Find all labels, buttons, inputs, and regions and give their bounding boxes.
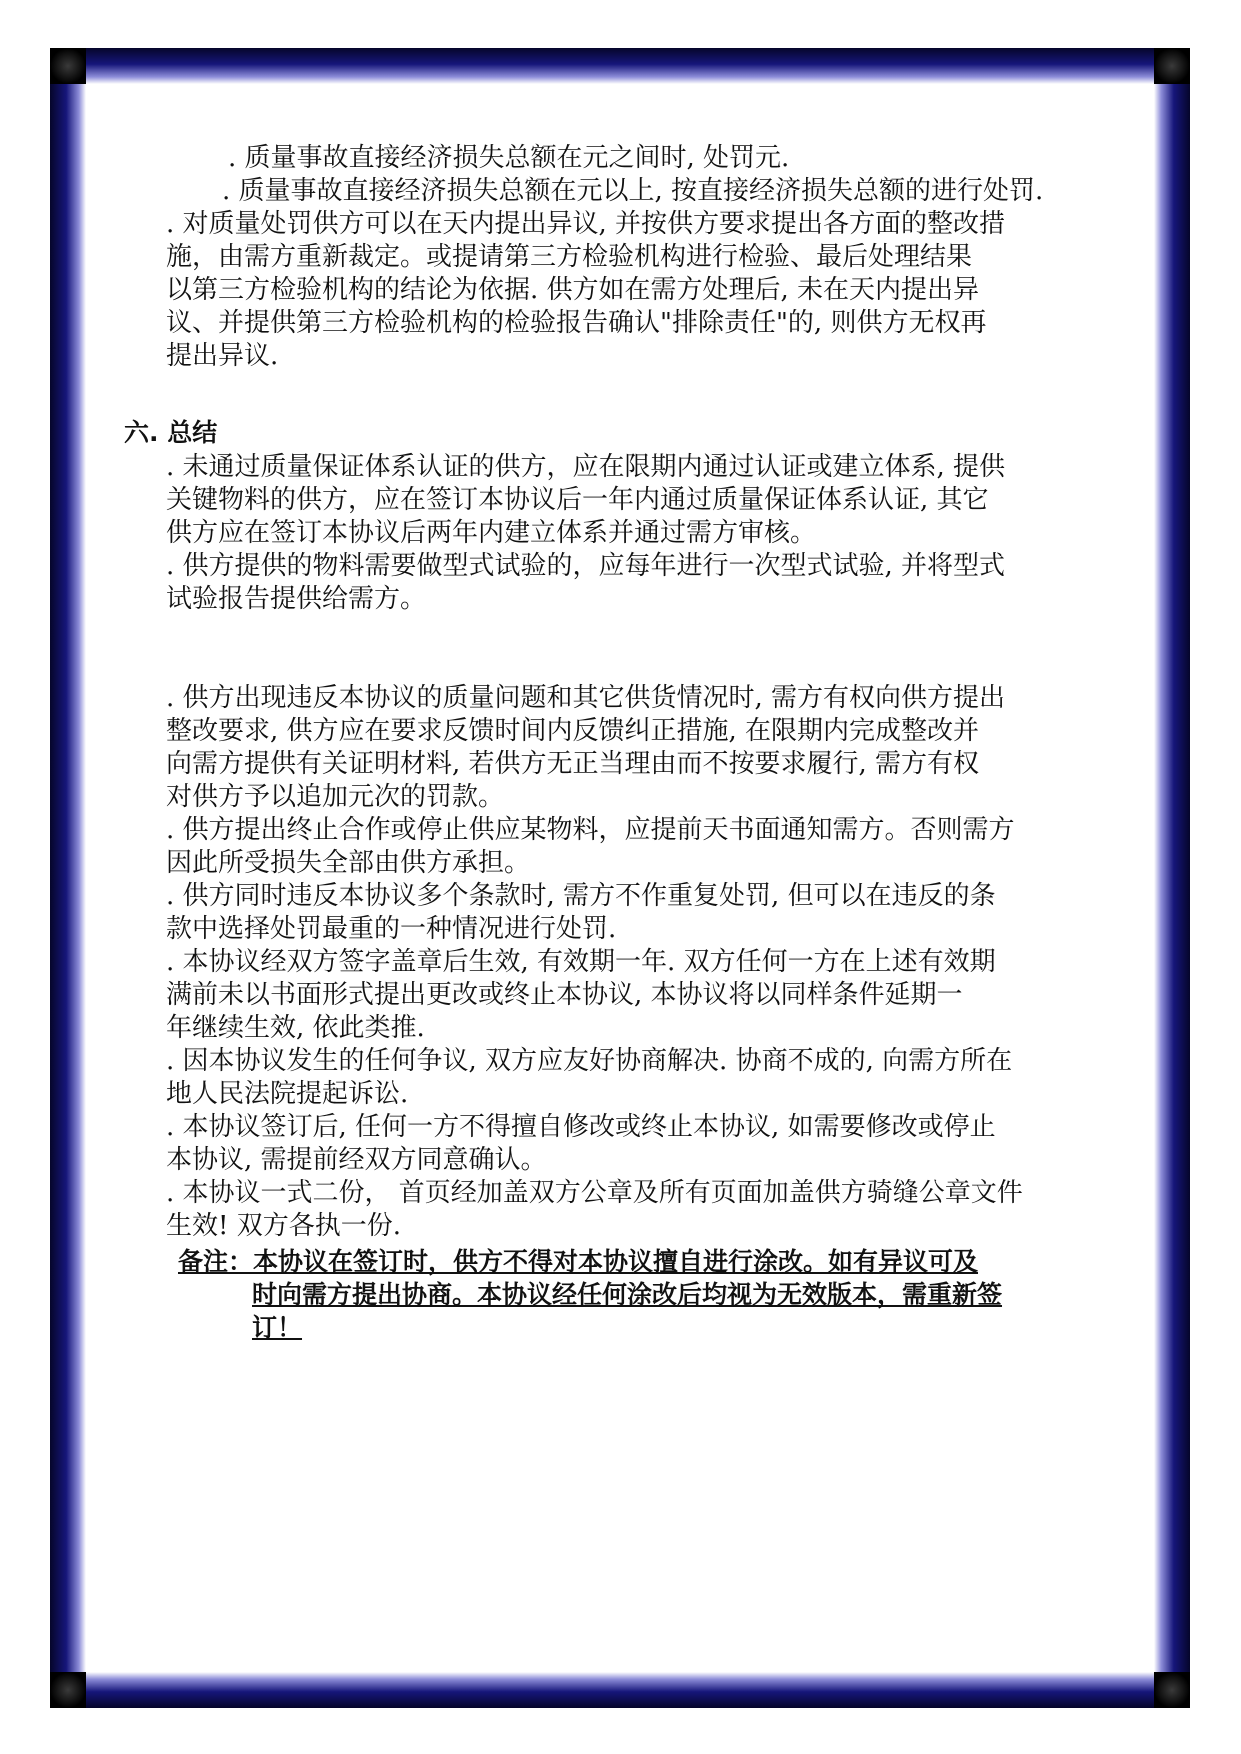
clause-line: . 本协议一式二份， 首页经加盖双方公章及所有页面加盖供方骑缝公章文件	[166, 1178, 1023, 1208]
clause-validity	[124, 946, 1124, 1045]
clause-multiple-violations	[124, 880, 1124, 946]
clause-line: . 供方提出终止合作或停止供应某物料，应提前天书面通知需方。否则需方	[166, 815, 1015, 845]
penalty-line-a: . 质量事故直接经济损失总额在元之间时, 处罚元.	[228, 143, 790, 173]
clause-line: 本协议, 需提前经双方同意确认。	[166, 1145, 547, 1175]
clause-line: . 供方同时违反本协议多个条款时, 需方不作重复处罚, 但可以在违反的条	[166, 881, 996, 911]
remark-line: 时向需方提出协商。本协议经任何涂改后均视为无效版本，需重新签	[252, 1280, 1003, 1309]
clause-line: 关键物料的供方，应在签订本协议后一年内通过质量保证体系认证, 其它	[166, 485, 989, 515]
clause-rectification	[124, 682, 1124, 814]
clause-certification	[124, 451, 1124, 550]
clause-line: 年继续生效, 依此类推.	[166, 1013, 425, 1043]
remark-line: 备注：本协议在签订时，供方不得对本协议擅自进行涂改。如有异议可及	[178, 1247, 979, 1276]
clause-line: 因此所受损失全部由供方承担。	[166, 848, 531, 878]
clause-line: 向需方提供有关证明材料, 若供方无正当理由而不按要求履行, 需方有权	[166, 749, 980, 779]
clause-line: 生效! 双方各执一份.	[166, 1211, 401, 1241]
spacer	[124, 616, 1124, 682]
clause-line: 供方应在签订本协议后两年内建立体系并通过需方审核。	[166, 518, 817, 548]
clause-line: . 供方提供的物料需要做型式试验的，应每年进行一次型式试验, 并将型式	[166, 551, 1006, 581]
page-frame-right	[1154, 48, 1190, 1708]
clause-copies	[124, 1177, 1124, 1243]
clause-line: 施，由需方重新裁定。或提请第三方检验机构进行检验、最后处理结果	[166, 242, 973, 272]
section-heading: 六. 总结	[124, 418, 218, 447]
frame-corner-top-left	[50, 48, 86, 84]
objection-clause	[124, 208, 1124, 373]
clause-line: 对供方予以追加元次的罚款。	[166, 782, 505, 812]
clause-type-test	[124, 550, 1124, 616]
clause-line: 提出异议.	[166, 341, 279, 371]
clause-termination-notice	[124, 814, 1124, 880]
clause-line: 地人民法院提起诉讼.	[166, 1079, 409, 1109]
clause-line: 整改要求, 供方应在要求反馈时间内反馈纠正措施, 在限期内完成整改并	[166, 716, 980, 746]
penalty-line-b: . 质量事故直接经济损失总额在元以上, 按直接经济损失总额的进行处罚.	[222, 176, 1044, 206]
spacer	[124, 373, 1124, 406]
clause-modification	[124, 1111, 1124, 1177]
page-frame-top	[50, 48, 1190, 84]
clause-line: 试验报告提供给需方。	[166, 584, 427, 614]
frame-corner-top-right	[1154, 48, 1190, 84]
document-body	[124, 142, 1124, 1344]
clause-disputes	[124, 1045, 1124, 1111]
clause-line: . 本协议签订后, 任何一方不得擅自修改或终止本协议, 如需要修改或停止	[166, 1112, 996, 1142]
clause-line: 款中选择处罚最重的一种情况进行处罚.	[166, 914, 617, 944]
page-frame-bottom	[50, 1672, 1190, 1708]
clause-line: . 未通过质量保证体系认证的供方，应在限期内通过认证或建立体系, 提供	[166, 452, 1006, 482]
clause-line: . 对质量处罚供方可以在天内提出异议, 并按供方要求提出各方面的整改措	[166, 209, 1006, 239]
page-frame-left	[50, 48, 86, 1708]
frame-corner-bottom-right	[1154, 1672, 1190, 1708]
frame-corner-bottom-left	[50, 1672, 86, 1708]
clause-line: 以第三方检验机构的结论为依据. 供方如在需方处理后, 未在天内提出异	[166, 275, 980, 305]
clause-line: . 供方出现违反本协议的质量问题和其它供货情况时, 需方有权向供方提出	[166, 683, 1006, 713]
clause-line: . 因本协议发生的任何争议, 双方应友好协商解决. 协商不成的, 向需方所在	[166, 1046, 1013, 1076]
remark-line: 订！	[252, 1313, 303, 1342]
clause-line: 满前未以书面形式提出更改或终止本协议, 本协议将以同样条件延期一	[166, 980, 963, 1010]
clause-line: . 本协议经双方签字盖章后生效, 有效期一年. 双方任何一方在上述有效期	[166, 947, 996, 977]
remark-note	[178, 1245, 1124, 1344]
clause-line: 议、并提供第三方检验机构的检验报告确认"排除责任"的, 则供方无权再	[166, 308, 987, 338]
